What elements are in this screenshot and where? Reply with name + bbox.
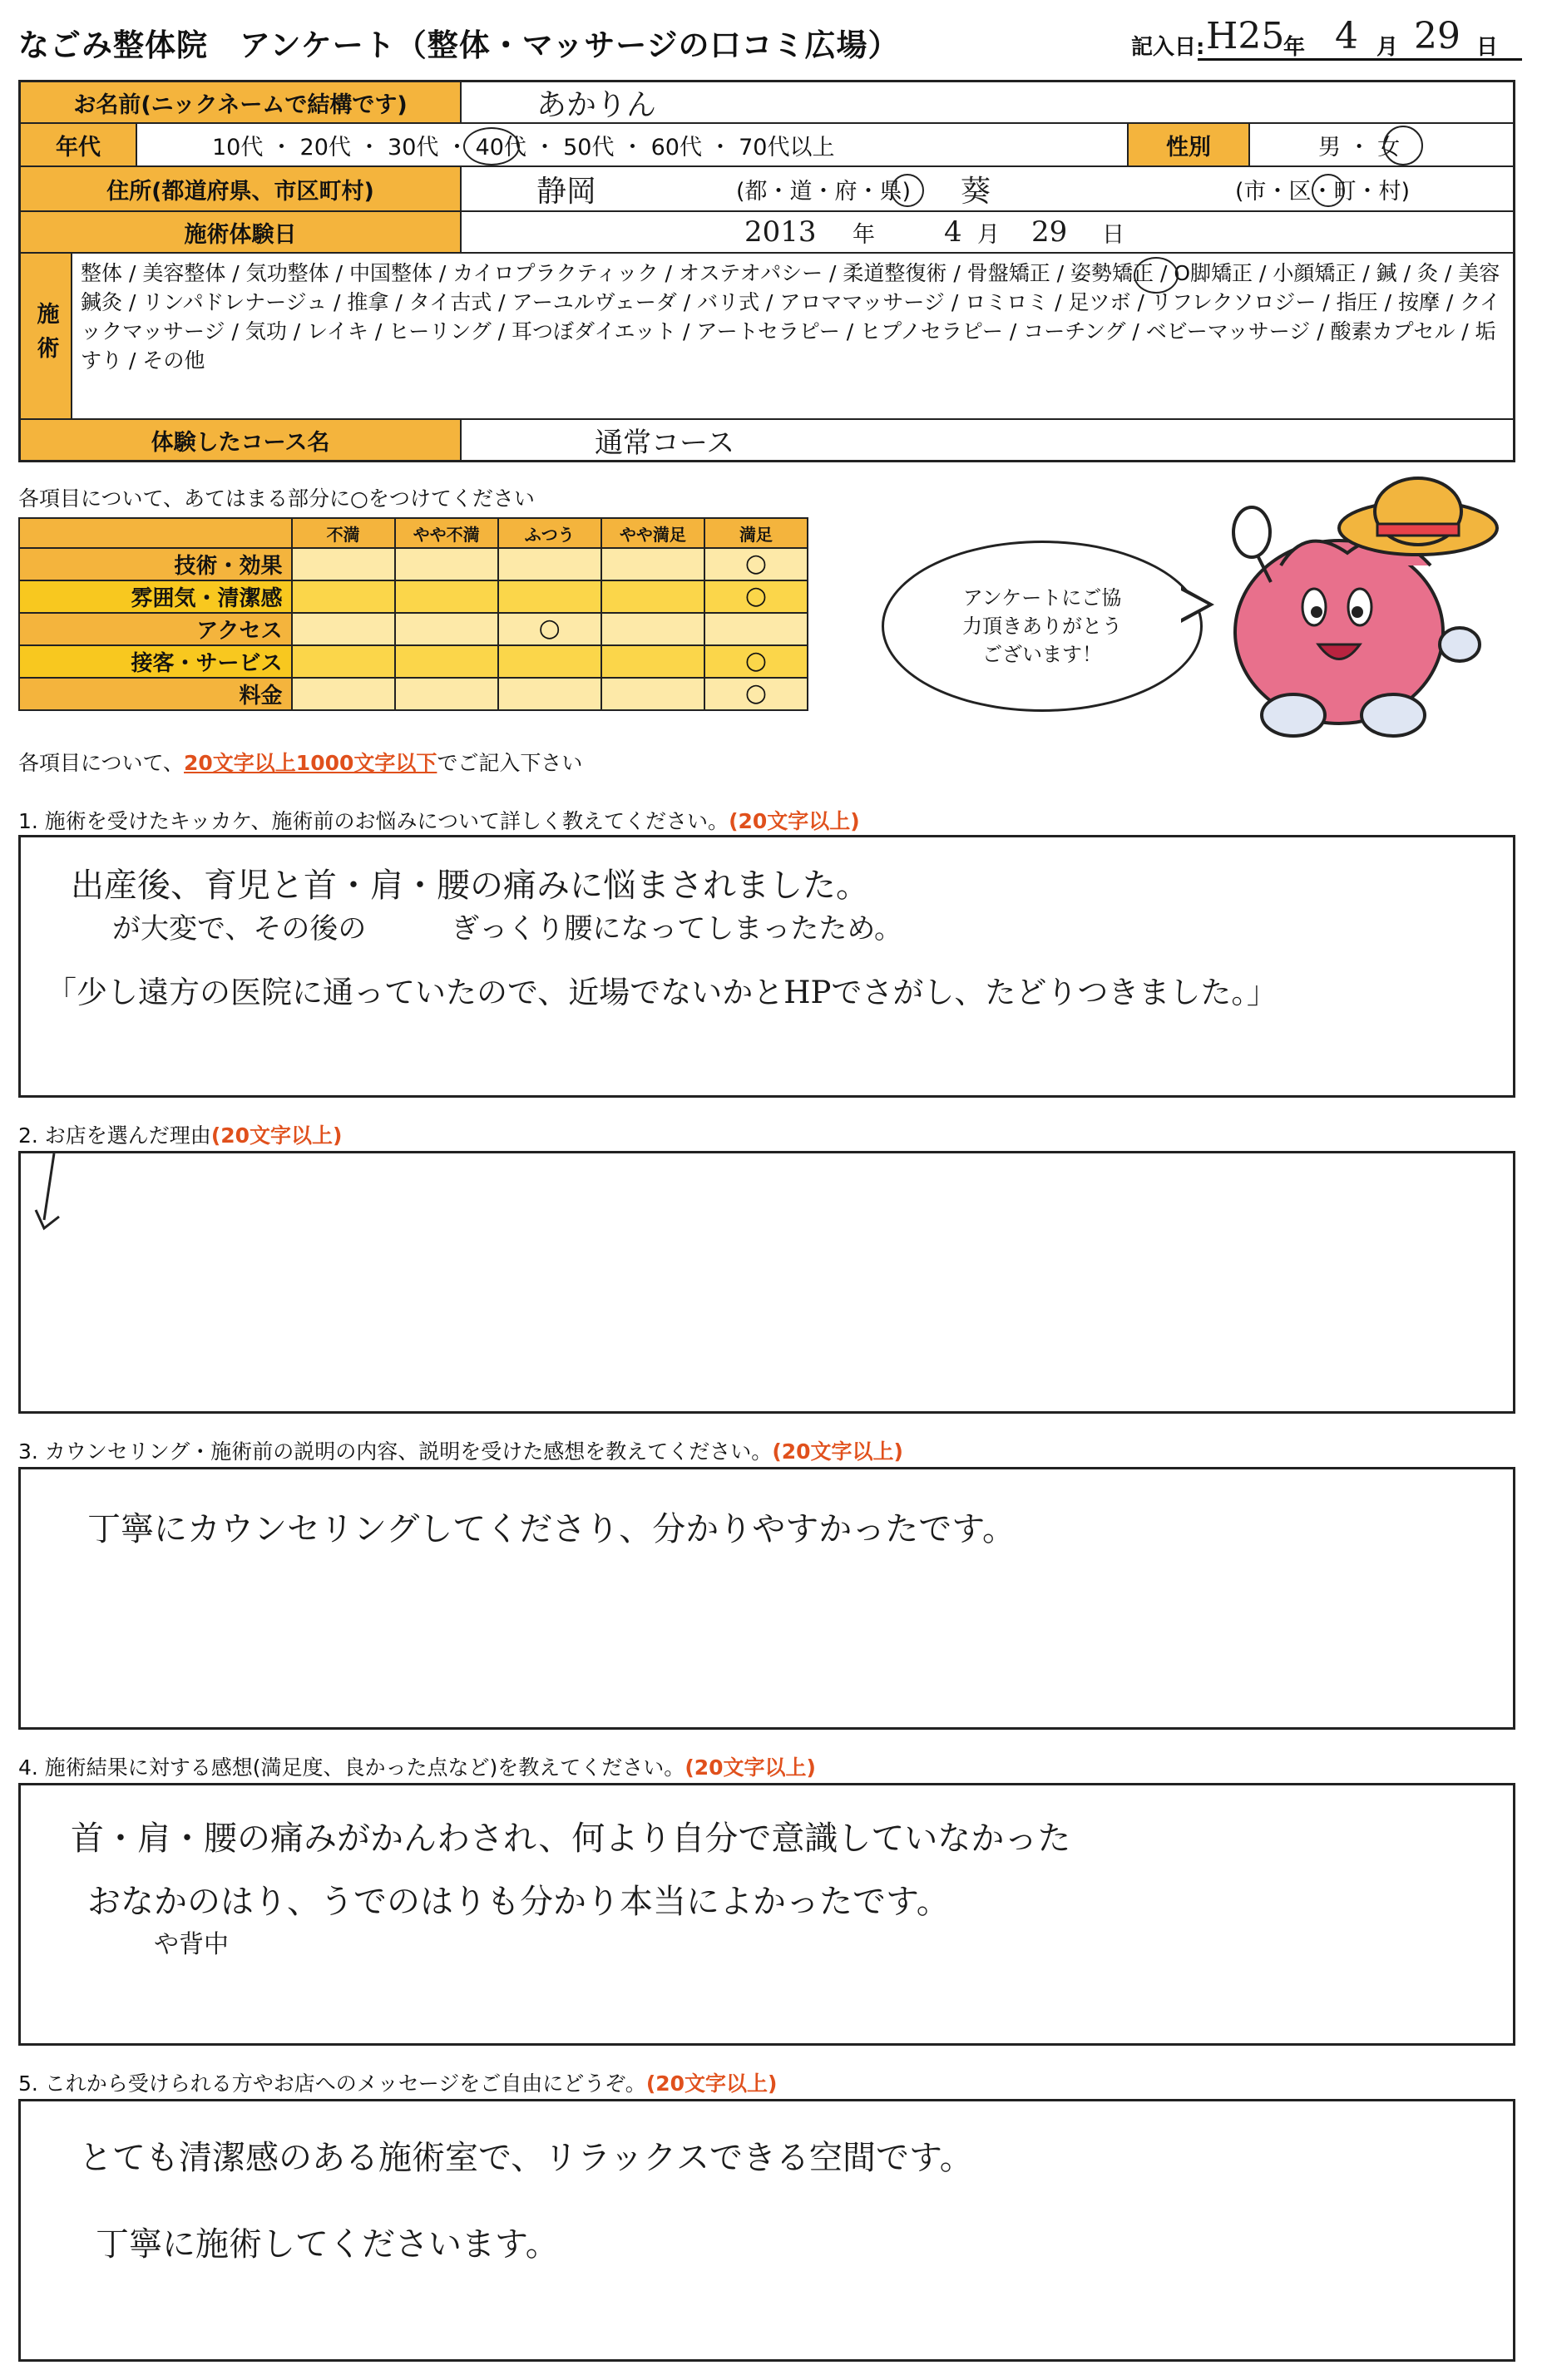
rating-cell[interactable] [498,548,601,580]
address-city-options: (市・区・町・村) [1235,178,1411,205]
question-text: 5. これから受けられる方やお店へのメッセージをご自由にどうぞ。 [18,2071,646,2096]
question-4-title [18,1751,816,1781]
rating-cell[interactable] [292,645,395,678]
answer-line: 「少し遠方の医院に通っていたので、近場でないかとHPでさがし、たどりつきました。」 [46,975,1278,1010]
visit-year-unit: 年 [853,221,875,248]
address-pref-options: (都・道・府・県) [736,178,912,205]
date-year-unit: 年 [1283,35,1306,60]
instruction-2-post: でご記入下さい [437,751,583,775]
rating-col: ふつう [498,518,601,548]
rating-cell[interactable] [704,645,808,678]
rating-cell[interactable] [601,678,704,710]
city-selected-circle [1312,174,1345,207]
mascot-illustration [1181,474,1514,740]
question-text: 1. 施術を受けたキッカケ、施術前のお悩みについて詳しく教えてください。 [18,809,729,833]
visit-year[interactable]: 2013 [744,215,817,249]
rating-cell[interactable] [498,613,601,645]
visit-date-label: 施術体験日 [21,212,462,252]
rating-cell[interactable] [704,613,808,645]
date-era: H25 [1206,15,1285,57]
gender-label: 性別 [1127,124,1250,165]
rating-cell[interactable] [498,580,601,613]
question-required: (20文字以上) [729,809,860,833]
rating-cell[interactable] [395,613,498,645]
rating-cell[interactable] [704,678,808,710]
age-row [21,124,1513,167]
question-required: (20文字以上) [772,1439,903,1464]
bubble-line: ございます！ [982,643,1102,666]
rating-col: 不満 [292,518,395,548]
question-text: 3. カウンセリング・施術前の説明の内容、説明を受けた感想を教えてください。 [18,1439,773,1464]
rating-selected-mark: ○ [744,646,768,675]
rating-cell[interactable] [292,613,395,645]
question-3-title [18,1435,903,1465]
rating-cell[interactable] [395,548,498,580]
answer-5-box[interactable] [18,2099,1515,2362]
answer-2-box[interactable] [18,1151,1515,1414]
rating-selected-mark: ○ [744,679,768,708]
date-day: 29 [1414,15,1460,57]
rating-row [19,580,808,613]
rating-row [19,548,808,580]
bubble-line: アンケートにご協 [962,586,1122,610]
name-label: お名前(ニックネームで結構です) [21,82,462,122]
address-pref[interactable]: 静岡 [536,174,597,209]
rating-cell[interactable] [292,580,395,613]
address-city[interactable]: 葵 [961,174,991,209]
technique-list[interactable]: 整体 / 美容整体 / 気功整体 / 中国整体 / カイロプラクティック / オステオパシー / 柔道整復術 / 骨盤矯正 / 姿勢矯正 / O脚矯正 / 小顔矯正 / 鍼 / 灸 / 美容鍼灸 / リンパドレナージュ / 推拿 / タイ古式 / アーユルヴェーダ / バリ式 / アロママッサージ / ロミロミ / 足ツボ / リフレクソロジー / 指圧 / 按摩 / クイックマッサージ / 気功 / レイキ / ヒーリング / 耳つぼダイエット / アートセラピー / ヒプノセラピー / コーチング / ベビーマッサージ / 酸素カプセル / 垢すり / その他 [81,261,1501,373]
age-selected-circle [463,127,520,165]
rating-cell[interactable] [498,678,601,710]
date-month: 4 [1335,15,1358,57]
rating-cell[interactable] [704,580,808,613]
answer-3-box[interactable] [18,1467,1515,1730]
answer-line: おなかのはり、うでのはりも分かり本当によかったです。 [87,1883,950,1921]
rating-col: やや満足 [601,518,704,548]
visit-date-row [21,212,1513,254]
instruction-2-req: 20文字以上1000文字以下 [184,751,437,775]
answer-line: とても清潔感のある施術室で、リラックスできる空間です。 [79,2139,973,2177]
technique-selected-circle [1134,257,1179,294]
gender-selected-circle [1383,126,1423,165]
visit-month-unit: 月 [977,221,1000,248]
rating-row-label: 料金 [19,678,292,710]
profile-form [18,80,1515,462]
answer-line: 丁寧にカウンセリングしてくださり、分かりやすかったです。 [87,1510,1016,1548]
rating-row-label: 技術・効果 [19,548,292,580]
question-1-title [18,805,860,835]
visit-month[interactable]: 4 [944,215,962,249]
answer-4-box[interactable] [18,1783,1515,2046]
course-row [21,420,1513,460]
rating-col: 満足 [704,518,808,548]
address-label: 住所(都道府県、市区町村) [21,167,462,210]
name-value[interactable]: あかりん [536,87,657,122]
arrow-mark [29,1153,79,1245]
rating-header-row [19,518,808,548]
answer-line: や背中 [154,1930,229,1959]
rating-cell[interactable] [395,580,498,613]
rating-row-label: 雰囲気・清潔感 [19,580,292,613]
bubble-line: 力頂きありがとう [962,615,1122,638]
rating-row [19,613,808,645]
rating-row-label: 接客・サービス [19,645,292,678]
age-options[interactable]: 10代 ・ 20代 ・ 30代 ・ 40代 ・ 50代 ・ 60代 ・ 70代以上 [212,134,835,160]
visit-day-unit: 日 [1102,221,1124,248]
technique-row [21,254,1513,420]
rating-instruction: 各項目について、あてはまる部分に○をつけてください [18,486,535,511]
question-2-title [18,1119,342,1149]
rating-selected-mark: ○ [744,581,768,610]
question-required: (20文字以上) [685,1755,816,1780]
rating-cell[interactable] [601,613,704,645]
name-row [21,82,1513,124]
date-underline [1198,58,1522,61]
course-value[interactable]: 通常コース [595,426,735,460]
question-text: 4. 施術結果に対する感想(満足度、良かった点など)を教えてください。 [18,1755,685,1780]
answer-line: 出産後、育児と首・肩・腰の痛みに悩まされました。 [71,867,869,905]
question-required: (20文字以上) [210,1123,343,1148]
address-row [21,167,1513,212]
instruction-2 [18,747,582,777]
answer-line: が大変で、その後の ぎっくり腰になってしまったため。 [112,912,902,946]
answer-1-box[interactable] [18,835,1515,1098]
rating-table [18,517,808,711]
rating-cell[interactable] [292,548,395,580]
technique-label: 施術 [21,254,72,418]
visit-day[interactable]: 29 [1031,215,1068,249]
rating-row-label: アクセス [19,613,292,645]
rating-cell[interactable] [704,548,808,580]
rating-cell[interactable] [395,678,498,710]
age-label: 年代 [21,124,137,165]
rating-cell[interactable] [601,645,704,678]
answer-line: 首・肩・腰の痛みがかんわされ、何より自分で意識していなかった [71,1820,1071,1858]
pref-selected-circle [891,174,924,207]
instruction-2-pre: 各項目について、 [18,751,185,775]
rating-cell[interactable] [395,645,498,678]
rating-selected-mark: ○ [538,614,561,643]
gender-options[interactable]: 男 ・ 女 [1318,134,1401,160]
answer-line: 丁寧に施術してくださいます。 [96,2225,559,2264]
rating-selected-mark: ○ [744,549,768,578]
rating-header-blank [19,518,292,548]
question-required: (20文字以上) [645,2071,778,2096]
question-text: 2. お店を選んだ理由 [18,1123,211,1148]
course-label: 体験したコース名 [21,420,462,460]
date-month-unit: 月 [1376,35,1399,60]
rating-cell[interactable] [601,580,704,613]
thanks-bubble [882,541,1203,712]
question-5-title [18,2067,777,2097]
rating-cell[interactable] [292,678,395,710]
rating-row [19,645,808,678]
rating-cell[interactable] [601,548,704,580]
rating-row [19,678,808,710]
date-day-unit: 日 [1476,35,1499,60]
rating-col: やや不満 [395,518,498,548]
rating-cell[interactable] [498,645,601,678]
page-title: なごみ整体院 アンケート（整体・マッサージの口コミ広場） [18,27,900,63]
date-label: 記入日: [1131,35,1205,60]
